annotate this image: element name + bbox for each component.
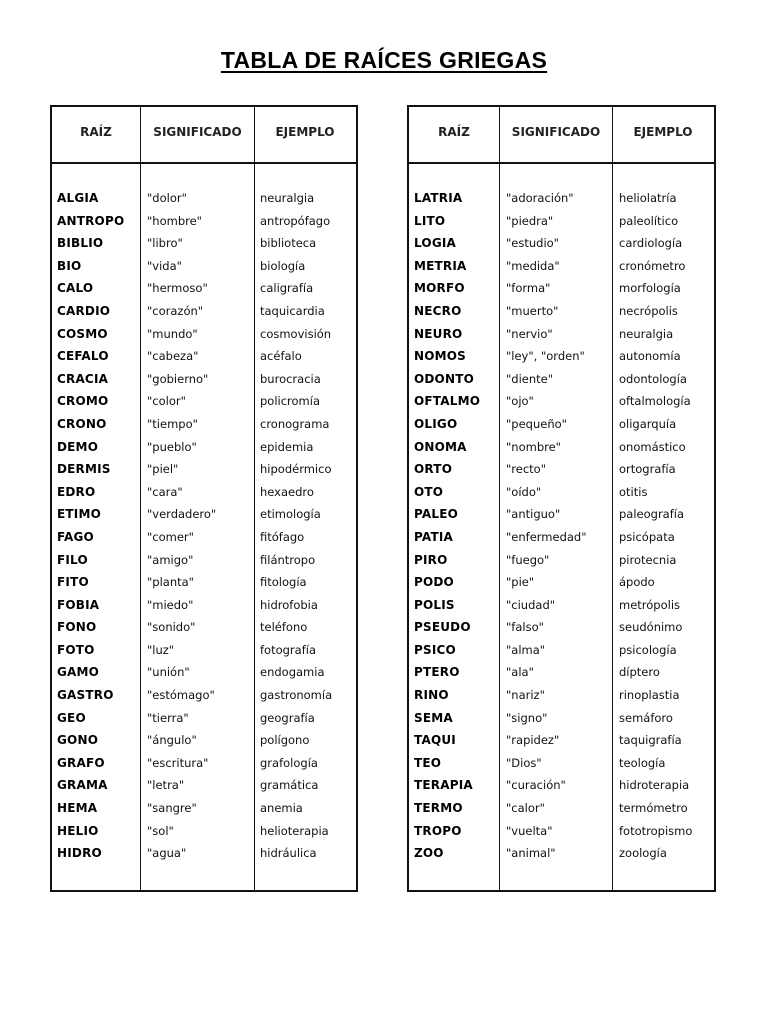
example-cell: polígono [260,733,310,748]
example-cell: neuralgia [619,326,674,341]
root-cell: GRAMA [57,778,108,793]
meaning-cell: "estómago" [147,688,215,703]
example-cell: paleolítico [619,213,679,228]
table-row [52,210,356,233]
table-row [409,481,714,504]
meaning-cell: "ojo" [506,394,534,409]
root-cell: DERMIS [57,462,111,477]
root-cell: GRAFO [57,755,105,770]
table-row [52,684,356,707]
root-cell: CARDIO [57,303,111,318]
example-cell: cardiología [619,236,683,251]
table-row [52,458,356,481]
table-row [52,481,356,504]
example-cell: otitis [619,484,648,499]
roots-table-right [407,105,716,892]
table-row [409,436,714,459]
table-row [52,774,356,797]
meaning-cell: "oído" [506,484,542,499]
table-row [409,752,714,775]
meaning-cell: "hermoso" [147,281,208,296]
meaning-cell: "sol" [147,823,174,838]
table-body-right [409,187,714,865]
root-cell: CEFALO [57,349,109,364]
meaning-cell: "planta" [147,575,194,590]
root-cell: TERMO [414,801,463,816]
root-cell: GAMO [57,665,100,680]
root-cell: ODONTO [414,371,474,386]
page-title: TABLA DE RAÍCES GRIEGAS [220,47,548,73]
table-row [52,842,356,865]
meaning-cell: "agua" [147,846,187,861]
table-row [52,639,356,662]
meaning-cell: "pie" [506,575,535,590]
table-row [52,707,356,730]
example-cell: helioterapia [260,823,329,838]
root-cell: PIRO [414,552,448,567]
example-cell: cronograma [260,416,330,431]
table-row [52,413,356,436]
roots-table-left [50,105,358,892]
root-cell: RINO [414,688,449,703]
table-row [409,571,714,594]
header-divider [409,162,714,164]
meaning-cell: "sangre" [147,801,197,816]
root-cell: ETIMO [57,507,101,522]
meaning-cell: "pueblo" [147,439,197,454]
root-cell: PSEUDO [414,620,471,635]
root-cell: PTERO [414,665,460,680]
header-example: EJEMPLO [633,125,693,139]
table-body-left [52,187,356,865]
table-row [409,820,714,843]
root-cell: TERAPIA [414,778,473,793]
example-cell: policromía [260,394,321,409]
root-cell: CRACIA [57,371,109,386]
example-cell: díptero [619,665,660,680]
meaning-cell: "vida" [147,258,182,273]
table-row [409,594,714,617]
root-cell: LATRIA [414,191,463,205]
root-cell: NECRO [414,303,462,318]
root-cell: OLIGO [414,416,458,431]
table-row [52,390,356,413]
header-meaning: SIGNIFICADO [153,125,242,139]
table-row [52,729,356,752]
meaning-cell: "dolor" [147,191,187,205]
meaning-cell: "comer" [147,529,194,544]
root-cell: ORTO [414,462,453,477]
example-cell: ortografía [619,462,676,477]
meaning-cell: "letra" [147,778,185,793]
example-cell: paleografía [619,507,685,522]
root-cell: PALEO [414,507,459,522]
example-cell: teléfono [260,620,308,635]
example-cell: hipodérmico [260,462,332,477]
table-row [409,390,714,413]
root-cell: PODO [414,575,454,590]
root-cell: GONO [57,733,99,748]
meaning-cell: "ángulo" [147,733,197,748]
example-cell: biología [260,258,306,273]
example-cell: autonomía [619,349,681,364]
root-cell: ZOO [414,846,444,861]
root-cell: PATIA [414,529,453,544]
meaning-cell: "signo" [506,710,548,725]
example-cell: gramática [260,778,319,793]
example-cell: fototropismo [619,823,693,838]
meaning-cell: "alma" [506,642,546,657]
example-cell: hidráulica [260,846,317,861]
meaning-cell: "vuelta" [506,823,553,838]
root-cell: NOMOS [414,349,467,364]
root-cell: OTO [414,484,444,499]
meaning-cell: "antiguo" [506,507,561,522]
meaning-cell: "nombre" [506,439,561,454]
example-cell: biblioteca [260,236,317,251]
root-cell: BIBLIO [57,236,104,251]
root-cell: HIDRO [57,846,102,861]
meaning-cell: "adoración" [506,191,574,205]
example-cell: epidemia [260,439,314,454]
root-cell: OFTALMO [414,394,481,409]
root-cell: FITO [57,575,89,590]
example-cell: fitófago [260,529,305,544]
meaning-cell: "muerto" [506,303,559,318]
table-row [52,345,356,368]
example-cell: odontología [619,371,687,386]
table-row [409,707,714,730]
meaning-cell: "nariz" [506,688,545,703]
header-divider [52,162,356,164]
table-row [52,503,356,526]
table-row [409,345,714,368]
meaning-cell: "pequeño" [506,416,567,431]
table-row [409,255,714,278]
root-cell: FONO [57,620,97,635]
meaning-cell: "verdadero" [147,507,217,522]
root-cell: NEURO [414,326,463,341]
example-cell: grafología [260,755,318,770]
table-row [409,323,714,346]
table-row [409,277,714,300]
header-meaning: SIGNIFICADO [511,125,601,139]
root-cell: FOBIA [57,597,100,612]
root-cell: MORFO [414,281,465,296]
root-cell: CALO [57,281,94,296]
example-cell: oftalmología [619,394,691,409]
table-row [52,300,356,323]
table-row [52,549,356,572]
header-example: EJEMPLO [275,125,335,139]
meaning-cell: "Dios" [506,755,542,770]
root-cell: FILO [57,552,88,567]
meaning-cell: "luz" [147,642,175,657]
example-cell: etimología [260,507,321,522]
meaning-cell: "hombre" [147,213,202,228]
meaning-cell: "mundo" [147,326,198,341]
table-row [409,616,714,639]
table-row [409,232,714,255]
example-cell: antropófago [260,213,331,228]
example-cell: teología [619,755,666,770]
example-cell: fotografía [260,642,316,657]
table-row [409,526,714,549]
root-cell: FOTO [57,642,95,657]
root-cell: LITO [414,213,446,228]
meaning-cell: "libro" [147,236,183,251]
table-row [52,820,356,843]
root-cell: CROMO [57,394,109,409]
example-cell: metrópolis [619,597,681,612]
example-cell: hidrofobia [260,597,318,612]
example-cell: zoología [619,846,667,861]
meaning-cell: "curación" [506,778,566,793]
table-row [409,684,714,707]
root-cell: POLIS [414,597,455,612]
table-row [52,616,356,639]
example-cell: oligarquía [619,416,677,431]
table-row [52,368,356,391]
meaning-cell: "nervio" [506,326,553,341]
example-cell: hidroterapia [619,778,690,793]
example-cell: morfología [619,281,681,296]
root-cell: HEMA [57,801,98,816]
root-cell: EDRO [57,484,96,499]
table-row [409,774,714,797]
table-row [409,368,714,391]
table-row [52,752,356,775]
example-cell: psicología [619,642,677,657]
example-cell: filántropo [260,552,316,567]
meaning-cell: "corazón" [147,303,204,318]
table-row [409,300,714,323]
example-cell: seudónimo [619,620,683,635]
table-row [409,797,714,820]
meaning-cell: "escritura" [147,755,209,770]
root-cell: CRONO [57,416,107,431]
meaning-cell: "forma" [506,281,551,296]
table-row [409,458,714,481]
example-cell: rinoplastia [619,688,680,703]
table-row [409,842,714,865]
meaning-cell: "sonido" [147,620,196,635]
root-cell: DEMO [57,439,99,454]
example-cell: necrópolis [619,303,678,318]
example-cell: acéfalo [260,349,302,364]
meaning-cell: "recto" [506,462,546,477]
table-row [52,526,356,549]
meaning-cell: "unión" [147,665,190,680]
header-root: RAÍZ [80,125,112,139]
meaning-cell: "animal" [506,846,556,861]
example-cell: cosmovisión [260,326,332,341]
meaning-cell: "medida" [506,258,560,273]
meaning-cell: "tiempo" [147,416,198,431]
example-cell: burocracia [260,371,321,386]
root-cell: TAQUI [414,733,456,748]
table-row [409,210,714,233]
meaning-cell: "amigo" [147,552,194,567]
example-cell: hexaedro [260,484,314,499]
meaning-cell: "ala" [506,665,534,680]
table-row [409,413,714,436]
root-cell: TEO [414,755,442,770]
table-row [52,323,356,346]
root-cell: COSMO [57,326,108,341]
root-cell: PSICO [414,642,456,657]
table-row [409,549,714,572]
example-cell: gastronomía [260,688,333,703]
table-row [52,571,356,594]
example-cell: psicópata [619,529,675,544]
root-cell: GASTRO [57,688,114,703]
root-cell: ANTROPO [57,213,125,228]
table-row [52,661,356,684]
table-row [409,187,714,210]
meaning-cell: "calor" [506,801,545,816]
example-cell: fitología [260,575,307,590]
table-row [409,503,714,526]
root-cell: FAGO [57,529,94,544]
example-cell: neuralgia [260,191,315,205]
table-row [409,661,714,684]
root-cell: HELIO [57,823,99,838]
meaning-cell: "rapidez" [506,733,560,748]
meaning-cell: "miedo" [147,597,194,612]
table-row [52,255,356,278]
meaning-cell: "piel" [147,462,179,477]
root-cell: LOGIA [414,236,457,251]
table-row [409,639,714,662]
example-cell: endogamia [260,665,325,680]
root-cell: GEO [57,710,86,725]
example-cell: pirotecnia [619,552,677,567]
table-row [52,594,356,617]
meaning-cell: "tierra" [147,710,189,725]
meaning-cell: "ciudad" [506,597,556,612]
root-cell: BIO [57,258,82,273]
root-cell: SEMA [414,710,453,725]
example-cell: taquigrafía [619,733,682,748]
meaning-cell: "enfermedad" [506,529,587,544]
meaning-cell: "falso" [506,620,544,635]
example-cell: onomástico [619,439,686,454]
table-row [52,232,356,255]
meaning-cell: "gobierno" [147,371,209,386]
example-cell: anemia [260,801,303,816]
header-root: RAÍZ [438,125,470,139]
example-cell: geografía [260,710,315,725]
meaning-cell: "diente" [506,371,554,386]
table-row [52,797,356,820]
table-row [52,277,356,300]
example-cell: caligrafía [260,281,314,296]
meaning-cell: "estudio" [506,236,559,251]
meaning-cell: "color" [147,394,186,409]
example-cell: cronómetro [619,258,686,273]
example-cell: heliolatría [619,191,677,205]
root-cell: TROPO [414,823,462,838]
example-cell: taquicardia [260,303,325,318]
meaning-cell: "piedra" [506,213,554,228]
example-cell: termómetro [619,801,688,816]
meaning-cell: "cara" [147,484,183,499]
table-row [52,187,356,210]
meaning-cell: "ley", "orden" [506,349,585,364]
root-cell: ONOMA [414,439,467,454]
meaning-cell: "cabeza" [147,349,199,364]
table-row [52,436,356,459]
root-cell: ALGIA [57,191,99,205]
example-cell: semáforo [619,710,673,725]
example-cell: ápodo [619,575,655,590]
table-row [409,729,714,752]
root-cell: METRIA [414,258,467,273]
meaning-cell: "fuego" [506,552,550,567]
